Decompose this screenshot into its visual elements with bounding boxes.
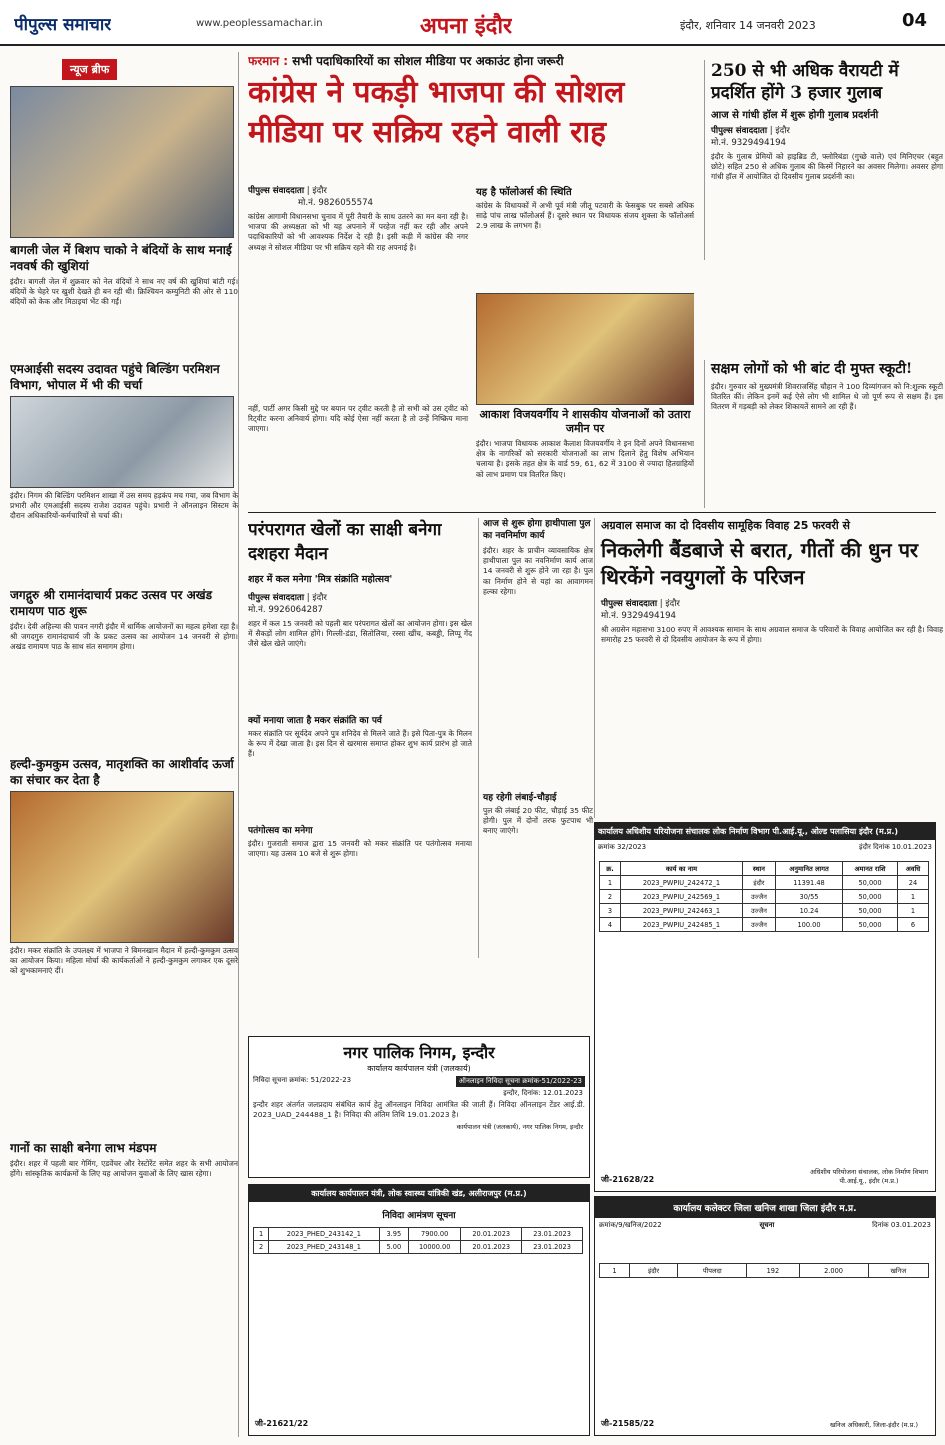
ad-pwd-footer: जी-21628/22 [601, 1175, 655, 1184]
ad-pwd-tender [594, 822, 936, 1192]
dussehra-mobile: मो.नं. 9926064287 [248, 605, 324, 615]
lead-headline: कांग्रेस ने पकड़ी भाजपा की सोशल मीडिया पर सक्रिय रहने वाली राह [248, 75, 625, 150]
ad-nagar-nigam [248, 1036, 590, 1178]
table-row: 1 इंदौर पीपलदा 192 2.000 खनिज [600, 1264, 929, 1278]
dussehra-text-2: मकर संक्रांति पर सूर्यदेव अपने पुत्र शनिदेव से मिलने जाते हैं। इसे पिता-पुत्र के मिलन के रूप में देखा जाता है। इस दिन से खरमास समाप्त होकर शुभ कार्य प्रारंभ हो जाते हैं। [248, 729, 472, 759]
wedding-story [594, 518, 943, 818]
dussehra-headline: परंपरागत खेलों का साक्षी बनेगा दशहरा मैदान [248, 520, 442, 564]
rose-subhead: आज से गांधी हॉल में शुरू होगी गुलाब प्रदर्शनी [711, 110, 879, 121]
brief-text-3: इंदौर। देवी अहिल्या की पावन नगरी इंदौर में धार्मिक आयोजनों का महत्व हमेशा रहा है। श्री जगदगुरु रामानंदाचार्य जी के प्रकट उत्सव का आयोजन 14 जनवरी से होगा। अखंड रामायण पाठ के साथ संत समागम होगा। [10, 622, 238, 652]
ad-collector-date: दिनांक 03.01.2023 [872, 1221, 931, 1229]
lead-text-1: कांग्रेस आगामी विधानसभा चुनाव में पूरी तैयारी के साथ उतरने का मन बना रही है। भाजपा की अध्यक्षता को भी यह अपनाने में परहेज नहीं कर रही और अपने पदाधिकारियों को भी आवश्यक निर्देश दे रही है। इसी कड़ी में कांग्रेस की नगर अध्यक्ष ने सोशल मीडिया पर भी सक्रिय रहने की राह अपनाई है। [248, 212, 468, 252]
rose-byline: पीपुल्स संवाददाता | इंदौर [711, 126, 790, 136]
ad-pwd-table [599, 861, 929, 932]
dateline: इंदौर, शनिवार 14 जनवरी 2023 [680, 19, 816, 32]
website-url[interactable]: www.peoplessamachar.in [196, 18, 323, 29]
bridge-story [478, 518, 593, 958]
ad-alirajpur-footer: जी-21621/22 [255, 1419, 309, 1428]
lead-mobile: मो.नं. 9826055574 [298, 198, 374, 208]
news-brief-column [10, 52, 239, 1437]
table-row: 1 2023_PHED_243142_1 3.95 7900.00 20.01.2023 23.01.2023 [254, 1228, 583, 1241]
ad-nagar-text: इन्दौर शहर अंतर्गत जलप्रदाय संबंधित कार्य हेतु ऑनलाइन निविदा आमंत्रित की जाती हैं। निविदा ऑनलाइन टेंडर आई.डी. 2023_UAD_244488_1 है। निविदा की अंतिम तिथि 19.01.2023 है। [253, 1100, 585, 1120]
bridge-text: इंदौर। शहर के प्राचीन व्यावसायिक क्षेत्र हाथीपाला पुल का नवनिर्माण कार्य आज 14 जनवरी से शुरू होने जा रहा है। पुल का निर्माण होने से यहां का आवागमन हल्का रहेगा। [483, 546, 593, 596]
ad-alirajpur [248, 1184, 590, 1436]
ad-nagar-ref: निविदा सूचना क्रमांक: 51/2022-23 [253, 1076, 352, 1084]
lead-kicker: सभी पदाधिकारियों का सोशल मीडिया पर अकाउंट होना जरूरी [292, 54, 564, 68]
scooty-story [704, 360, 943, 508]
ad-pwd-header-row: क्र. कार्य का नाम स्थान अनुमानित लागत अमानत राशि अवधि [600, 862, 929, 876]
lead-byline: पीपुल्स संवाददाता | इंदौर [248, 186, 327, 196]
ad-pwd-date: इंदौर दिनांक 10.01.2023 [859, 843, 932, 851]
ad-nagar-title: नगर पालिक निगम, इन्दौर [343, 1043, 495, 1062]
rose-text: इंदौर के गुलाब प्रेमियों को हाइब्रिड टी, फ्लोरिबंडा (गुच्छे वाले) एवं मिनिएचर (बहुत छोटे) सहित 250 से अधिक गुलाब की किस्में निहारने का अवसर मिलेगा। अवसर होगा गांधी हॉल में आयोजित दो दिवसीय गुलाब प्रदर्शनी का। [711, 152, 943, 182]
brief-text-2: इंदौर। निगम की बिल्डिंग परमिशन शाखा में उस समय हड़कंप मच गया, जब विभाग के प्रभारी और एमआईसी सदस्य राजेश उदावत पहुंचे। प्रभारी ने ऑनलाइन सिस्टम के दौरान अधिकारियों-कर्मचारियों से चर्चा की। [10, 491, 238, 521]
ad-collector-table [599, 1263, 929, 1278]
lead-photo [476, 293, 694, 405]
table-row: 2 2023_PWPIU_242569_1 उज्जैन 30/55 50,000 1 [600, 890, 929, 904]
lead-story [248, 52, 694, 510]
ad-collector-sign: खनिज अधिकारी, जिला-इंदौर (म.प्र.) [829, 1421, 919, 1429]
dussehra-subhead: शहर में कल मनेगा 'मित्र संक्रांति महोत्सव' [248, 574, 393, 585]
page-name: अपना इंदौर [420, 14, 513, 39]
brief-headline-4: हल्दी-कुमकुम उत्सव, मातृशक्ति का आशीर्वाद ऊर्जा का संचार कर देता है [10, 757, 234, 787]
lead-subhead: यह है फॉलोअर्स की स्थिति [476, 187, 572, 198]
brief-text-5: इंदौर। शहर में पहली बार गेमिंग, एडवेंचर और रेस्टोरेंट समेत शहर के सभी आयोजन होंगे। सांस्कृतिक कार्यक्रमों के लिए यह आयोजन युवाओं के लिए खास रहेगा। [10, 1159, 238, 1179]
wedding-kicker: अग्रवाल समाज का दो दिवसीय सामूहिक विवाह 25 फरवरी से [601, 519, 850, 532]
ad-collector-title: कार्यालय कलेक्टर जिला खनिज शाखा जिला इंदौर म.प्र. [595, 1197, 935, 1218]
ad-collector-footer: जी-21585/22 [601, 1419, 655, 1428]
scooty-headline: सक्षम लोगों को भी बांट दी मुफ्त स्कूटी! [711, 361, 913, 377]
ad-alirajpur-title: कार्यालय कार्यपालन यंत्री, लोक स्वास्थ्य यांत्रिकी खंड, अलीराजपुर (म.प्र.) [249, 1185, 589, 1202]
section-divider [248, 512, 936, 513]
wedding-byline: पीपुल्स संवाददाता | इंदौर [601, 599, 680, 609]
scooty-text: इंदौर। गुरुवार को मुख्यमंत्री शिवराजसिंह चौहान ने 100 दिव्यांगजन को नि:शुल्क स्कूटी वितरित कीं। लेकिन इनमें कई ऐसे लोग भी शामिल थे जो पूर्ण रूप से सक्षम हैं। इस वितरण में गड़बड़ी को लेकर शिकायतें सामने आ रही हैं। [711, 382, 943, 412]
dussehra-story [248, 518, 472, 1038]
brief-text-4: इंदौर। मकर संक्रांति के उपलक्ष्य में भाजपा ने बिमनखान मैदान में हल्दी-कुमकुम उत्सव का आयोजन किया। महिला मोर्चा की कार्यकर्ताओं ने हल्दी-कुमकुम लगाकर एक दूसरे को शुभकामनाएं दीं। [10, 946, 238, 976]
table-row: 2 2023_PHED_243148_1 5.00 10000.00 20.01.2023 23.01.2023 [254, 1241, 583, 1254]
lead-photo-text: इंदौर। भाजपा विधायक आकाश कैलाश विजयवर्गीय ने इन दिनों अपने विधानसभा क्षेत्र के नागरिकों को सरकारी योजनाओं का लाभ दिलाने हेतु विशेष अभियान चलाया है। इसके तहत क्षेत्र के वार्ड 59, 61, 62 में 3100 से ज्यादा हितग्राहियों को लाभ प्रमाण पत्र वितरित किए। [476, 439, 694, 479]
page-number: 04 [902, 10, 928, 31]
lead-kicker-label: फरमान : [248, 54, 289, 68]
bridge-text-2: पुल की लंबाई 20 फीट, चौड़ाई 35 फीट होगी। पुल में दोनों तरफ फुटपाथ भी बनाए जाएंगे। [483, 806, 593, 836]
lead-text-3: कांग्रेस के विधायकों में अभी पूर्व मंत्री जीतू पटवारी के फेसबुक पर सबसे अधिक साढ़े पांच लाख फॉलोअर्स हैं। दूसरे स्थान पर विधायक संजय शुक्ला के फॉलोअर्स 2.9 लाख के लगभग हैं। [476, 201, 694, 231]
rose-headline: 250 से भी अधिक वैरायटी में प्रदर्शित होंगे 3 हजार गुलाब [711, 61, 899, 103]
ad-pwd-title: कार्यालय अधिशीय परियोजना संचालक लोक निर्माण विभाग पी.आई.यू., ओल्ड पलासिया इंदौर (म.प्र.) [595, 823, 935, 840]
brief-headline-1: बागली जेल में बिशप चाको ने बंदियों के साथ मनाई नववर्ष की खुशियां [10, 243, 232, 273]
ad-nagar-online: ऑनलाइन निविदा सूचना क्रमांक-51/2022-23 [456, 1076, 585, 1087]
newspaper-logo: पीपुल्स समाचार [14, 15, 112, 35]
ad-nagar-sign: कार्यपालन यंत्री (जलकार्य), नगर पालिक निगम, इन्दौर [456, 1123, 583, 1132]
lead-photo-caption: आकाश विजयवर्गीय ने शासकीय योजनाओं को उतारा जमीन पर [479, 408, 691, 435]
news-photo-haldi-kumkum [10, 791, 234, 943]
news-brief-tag: न्यूज ब्रीफ [62, 59, 117, 80]
dussehra-subhead-2: पतंगोत्सव का मनेगा [248, 826, 313, 836]
table-row: 3 2023_PWPIU_242463_1 उज्जैन 10.24 50,000 1 [600, 904, 929, 918]
ad-nagar-date: इन्दौर, दिनांक: 12.01.2023 [503, 1089, 583, 1097]
dussehra-subhead-1: क्यों मनाया जाता है मकर संक्रांति का पर्व [248, 716, 382, 726]
brief-headline-2: एमआईसी सदस्य उदावत पहुंचे बिल्डिंग परमिशन विभाग, भोपाल में भी की चर्चा [10, 362, 220, 392]
brief-headline-5: गानों का साक्षी बनेगा लाभ मंडपम [10, 1141, 157, 1155]
lead-text-2: नहीं, पार्टी अगर किसी मुद्दे पर बयान पर ट्वीट करती है तो सभी को उस ट्वीट को रिट्वीट करना अनिवार्य होगा। यदि कोई ऐसा नहीं करता है तो उन्हें निष्क्रिय माना जाएगा। [248, 404, 468, 434]
wedding-text: श्री अग्रसेन महासभा 3100 रुपए में आवश्यक सामान के साथ अग्रवाल समाज के परिवारों के विवाह आयोजित कर रही है। विवाह समारोह 25 फरवरी से दो दिवसीय आयोजन के रूप में होगा। [601, 625, 943, 645]
bridge-headline: आज से शुरू होगा हाथीपाला पुल का नवनिर्माण कार्य [483, 519, 591, 541]
dussehra-text-1: शहर में कल 15 जनवरी को पहली बार परंपरागत खेलों का आयोजन होगा। इस खेल में सैकड़ों लोग शामिल होंगे। गिल्ली-डंडा, सितोलिया, रस्सा खींच, कबड्डी, लिप्पू गेंद जैसे खेल खेले जाएंगे। [248, 619, 472, 649]
ad-collector-heading: सूचना [759, 1221, 775, 1229]
ad-pwd-ref: क्रमांक 32/2023 [598, 843, 647, 851]
ad-nagar-subtitle: कार्यालय कार्यपालन यंत्री (जलकार्य) [367, 1064, 471, 1073]
ad-pwd-sign: अधिशीय परियोजना संचालक, लोक निर्माण विभाग पी.आई.यू., इंदौर (म.प्र.) [810, 1168, 928, 1185]
news-photo-jail [10, 86, 234, 238]
wedding-headline: निकलेगी बैंडबाजे से बरात, गीतों की धुन पर थिरकेंगे नवयुगलों के परिजन [601, 538, 919, 589]
dussehra-byline: पीपुल्स संवाददाता | इंदौर [248, 593, 327, 603]
news-photo-office [10, 396, 234, 488]
brief-headline-3: जगद्गुरु श्री रामानंदाचार्य प्रकट उत्सव पर अखंड रामायण पाठ शुरू [10, 588, 213, 618]
bridge-subhead: यह रहेगी लंबाई-चौड़ाई [483, 793, 557, 803]
dussehra-text-3: इंदौर। गुजराती समाज द्वारा 15 जनवरी को मकर संक्रांति पर पतंगोत्सव मनाया जाएगा। यह उत्सव 10 बजे से शुरू होगा। [248, 839, 472, 859]
ad-alirajpur-subtitle: निविदा आमंत्रण सूचना [382, 1211, 456, 1221]
ad-collector-ref: क्रमांक/9/खनिज/2022 [599, 1221, 662, 1229]
table-row: 1 2023_PWPIU_242472_1 इंदौर 11391.48 50,000 24 [600, 876, 929, 890]
brief-text-1: इंदौर। बागली जेल में शुक्रवार को नेल वंदियों ने साथ नए वर्ष की खुशियां बांटी गई। बंदियों के चेहरे पर खुशी देखते ही बन रही थी। क्रिश्चियन कम्युनिटी की ओर से 110 बंदियों को केक और मिठाइयां भेंट की गईं। [10, 277, 238, 307]
table-row: 4 2023_PWPIU_242485_1 उज्जैन 100.00 50,000 6 [600, 918, 929, 932]
wedding-mobile: मो.नं. 9329494194 [601, 611, 677, 621]
rose-mobile: मो.नं. 9329494194 [711, 138, 787, 148]
rose-exhibition-story [704, 60, 943, 260]
ad-alirajpur-table [253, 1227, 583, 1254]
ad-collector [594, 1196, 936, 1436]
